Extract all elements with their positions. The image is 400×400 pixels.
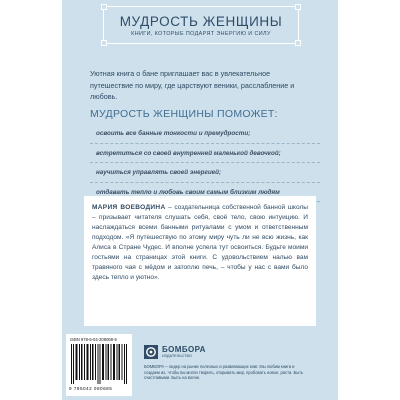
author-bio xyxy=(92,203,308,283)
bombora-logo-icon xyxy=(144,345,158,359)
list-item xyxy=(90,163,320,183)
series-subtitle: КНИГИ, КОТОРЫЕ ПОДАРЯТ ЭНЕРГИЮ И СИЛУ xyxy=(131,31,271,37)
series-title: МУДРОСТЬ ЖЕНЩИНЫ xyxy=(119,14,283,29)
author-box xyxy=(84,196,316,326)
list-item-text: научиться управлять своей энергией; xyxy=(96,169,222,176)
isbn-number: ISBN 978-5-04-208068-5 xyxy=(70,337,117,342)
author-bio-text: – создательница собственной банной школы – призывает читателя слушать себя, своё тело, свою интуицию. И наслаждаться всеми банными ритуалами с умом и ответственным подходом. «Я путешествую по этому миру чуть ли не всю жизнь, как Алиса в Стране Чудес. И вполне успела тут освоиться. Будьте моими гостьями на страницах этой книги. С удовольствием налью вам травяного чая с мёдом и затоплю печь, – чтобы у нас с вами было здесь тепло и уютно». xyxy=(92,204,309,281)
barcode-icon xyxy=(71,344,127,384)
publisher-subtitle: ИЗДАТЕЛЬСТВО xyxy=(162,354,192,358)
frame-corner-ornament xyxy=(101,4,107,10)
isbn-barcode xyxy=(66,334,132,396)
barcode-digits: 9 785042 080685 xyxy=(69,386,113,391)
series-header-frame xyxy=(103,6,299,44)
publisher-description: БОМБОРА – лидер на рынке полезных и развивающих книг. Мы любим книги и создаем их, чтобы вы могли творить, открывать мир, пробовать новое, расти. Быть счастливыми. Быть на волне. xyxy=(144,364,304,381)
frame-corner-ornament xyxy=(101,40,107,46)
benefits-list xyxy=(90,124,320,202)
intro-paragraph: Уютная книга о бане приглашает вас в увлекательное путешествие по миру, где царствуют веники, расслабление и любовь. xyxy=(90,69,295,101)
frame-corner-ornament xyxy=(295,4,301,10)
benefits-heading: МУДРОСТЬ ЖЕНЩИНЫ ПОМОЖЕТ: xyxy=(90,108,278,120)
list-item xyxy=(90,144,320,164)
book-back-cover xyxy=(62,0,338,400)
list-item-text: встретиться со своей внутренней маленькой девочкой; xyxy=(96,149,281,157)
list-item xyxy=(90,124,320,144)
list-item-text: отдавать тепло и любовь своим самым близким людям xyxy=(96,188,280,196)
frame-corner-ornament xyxy=(295,40,301,46)
publisher-name: БОМБОРА xyxy=(162,345,206,354)
list-item-text: освоить все банные тонкости и премудрости; xyxy=(96,130,251,137)
author-name: МАРИЯ ВОЕВОДИНА xyxy=(92,204,166,211)
